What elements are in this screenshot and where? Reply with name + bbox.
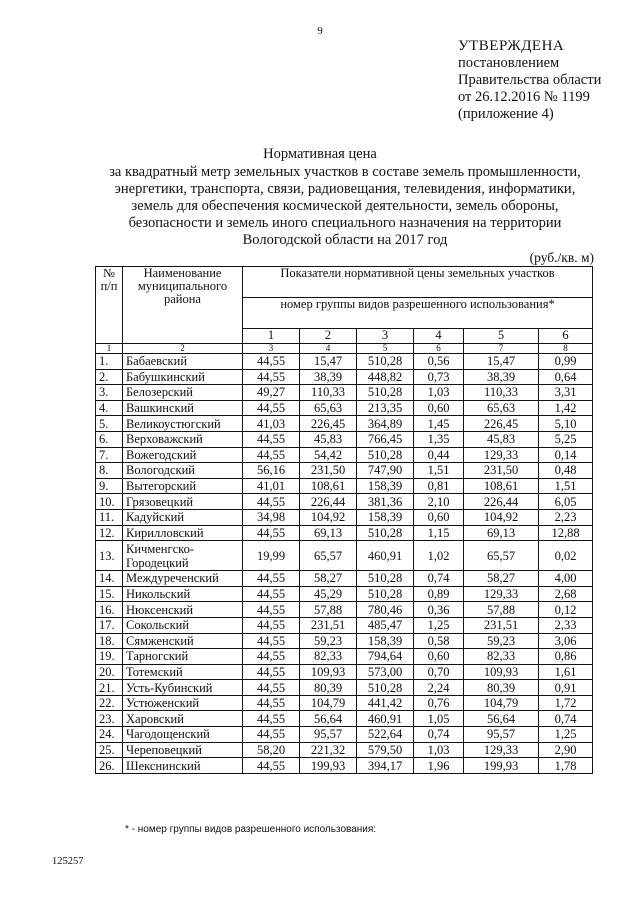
- price-value-group-5: 38,39: [464, 369, 539, 385]
- price-value-group-2: 58,27: [300, 571, 357, 587]
- district-name: Нюксенский: [123, 602, 243, 618]
- table-row: [96, 727, 593, 743]
- row-number: 10.: [96, 494, 123, 510]
- table-row: [96, 617, 593, 633]
- price-value-group-6: 1,51: [539, 478, 593, 494]
- price-value-group-3: 522,64: [357, 727, 414, 743]
- price-value-group-1: 41,03: [243, 416, 300, 432]
- row-number: 11.: [96, 509, 123, 525]
- price-value-group-6: 4,00: [539, 571, 593, 587]
- table-row: [96, 711, 593, 727]
- price-value-group-5: 65,63: [464, 400, 539, 416]
- header-group-1: 1: [243, 329, 300, 344]
- table-row: [96, 416, 593, 432]
- price-value-group-1: 44,55: [243, 525, 300, 541]
- table-row: [96, 369, 593, 385]
- row-number: 5.: [96, 416, 123, 432]
- row-number: 6.: [96, 431, 123, 447]
- price-value-group-2: 65,57: [300, 541, 357, 571]
- column-index: 6: [414, 344, 464, 354]
- price-value-group-4: 1,96: [414, 758, 464, 774]
- price-value-group-4: 0,44: [414, 447, 464, 463]
- price-value-group-3: 394,17: [357, 758, 414, 774]
- column-index: 1: [96, 344, 123, 354]
- table-row: [96, 463, 593, 479]
- price-value-group-4: 0,73: [414, 369, 464, 385]
- row-number: 21.: [96, 680, 123, 696]
- price-value-group-2: 82,33: [300, 649, 357, 665]
- price-value-group-3: 441,42: [357, 695, 414, 711]
- price-value-group-2: 221,32: [300, 742, 357, 758]
- column-index: 5: [357, 344, 414, 354]
- price-value-group-5: 226,44: [464, 494, 539, 510]
- price-value-group-1: 41,01: [243, 478, 300, 494]
- price-value-group-4: 1,03: [414, 742, 464, 758]
- row-number: 14.: [96, 571, 123, 587]
- approval-line-1: УТВЕРЖДЕНА: [458, 38, 565, 54]
- price-value-group-6: 0,99: [539, 354, 593, 370]
- row-number: 12.: [96, 525, 123, 541]
- price-value-group-6: 0,74: [539, 711, 593, 727]
- price-value-group-1: 44,55: [243, 649, 300, 665]
- district-name: Шекснинский: [123, 758, 243, 774]
- price-value-group-2: 95,57: [300, 727, 357, 743]
- price-value-group-4: 0,60: [414, 649, 464, 665]
- row-number: 15.: [96, 586, 123, 602]
- price-value-group-2: 45,83: [300, 431, 357, 447]
- price-value-group-1: 44,55: [243, 633, 300, 649]
- header-group-6: 6: [539, 329, 593, 344]
- price-value-group-4: 1,15: [414, 525, 464, 541]
- price-value-group-3: 381,36: [357, 494, 414, 510]
- table-row: [96, 385, 593, 401]
- document-title: Нормативная цена: [263, 146, 377, 162]
- district-name: Бабаевский: [123, 354, 243, 370]
- price-value-group-3: 510,28: [357, 680, 414, 696]
- price-value-group-2: 69,13: [300, 525, 357, 541]
- header-usage-group: номер группы видов разрешенного использования*: [243, 298, 593, 329]
- header-number: № п/п: [96, 267, 123, 344]
- district-name: Тотемский: [123, 664, 243, 680]
- price-value-group-2: 199,93: [300, 758, 357, 774]
- price-value-group-5: 59,23: [464, 633, 539, 649]
- price-value-group-4: 0,56: [414, 354, 464, 370]
- price-value-group-6: 12,88: [539, 525, 593, 541]
- price-value-group-6: 2,90: [539, 742, 593, 758]
- district-name: Кичменгско-Городецкий: [123, 541, 243, 571]
- price-value-group-2: 109,93: [300, 664, 357, 680]
- price-value-group-1: 19,99: [243, 541, 300, 571]
- price-value-group-5: 95,57: [464, 727, 539, 743]
- price-value-group-2: 45,29: [300, 586, 357, 602]
- price-value-group-2: 104,79: [300, 695, 357, 711]
- district-name: Харовский: [123, 711, 243, 727]
- price-value-group-5: 129,33: [464, 447, 539, 463]
- price-value-group-5: 104,79: [464, 695, 539, 711]
- price-value-group-2: 226,44: [300, 494, 357, 510]
- table-row: [96, 602, 593, 618]
- price-value-group-1: 34,98: [243, 509, 300, 525]
- price-value-group-3: 510,28: [357, 447, 414, 463]
- table-row: [96, 633, 593, 649]
- price-value-group-2: 80,39: [300, 680, 357, 696]
- price-value-group-5: 108,61: [464, 478, 539, 494]
- table-row: [96, 664, 593, 680]
- header-group-3: 3: [357, 329, 414, 344]
- price-value-group-1: 44,55: [243, 664, 300, 680]
- table-row: [96, 354, 593, 370]
- price-value-group-5: 231,51: [464, 617, 539, 633]
- price-value-group-2: 108,61: [300, 478, 357, 494]
- district-name: Устюженский: [123, 695, 243, 711]
- column-index: 3: [243, 344, 300, 354]
- price-value-group-4: 2,24: [414, 680, 464, 696]
- price-value-group-6: 5,25: [539, 431, 593, 447]
- price-value-group-5: 104,92: [464, 509, 539, 525]
- district-name: Череповецкий: [123, 742, 243, 758]
- document-subtitle: за квадратный метр земельных участков в составе земель промышленности, энергетики, транспорта, связи, радиовещания, телевидения, информатики, земель для обеспечения космической деятельности, земель обороны, безопасности и земель иного специального назначения на территории Вологодской области на 2017 год: [109, 164, 581, 248]
- table-row: [96, 541, 593, 571]
- row-number: 7.: [96, 447, 123, 463]
- table-row: [96, 478, 593, 494]
- price-value-group-2: 65,63: [300, 400, 357, 416]
- row-number: 24.: [96, 727, 123, 743]
- price-value-group-3: 579,50: [357, 742, 414, 758]
- price-value-group-2: 56,64: [300, 711, 357, 727]
- price-value-group-5: 82,33: [464, 649, 539, 665]
- price-value-group-3: 510,28: [357, 571, 414, 587]
- price-value-group-2: 110,33: [300, 385, 357, 401]
- price-value-group-2: 226,45: [300, 416, 357, 432]
- district-name: Усть-Кубинский: [123, 680, 243, 696]
- price-value-group-3: 158,39: [357, 478, 414, 494]
- approval-line-2: постановлением: [458, 55, 560, 71]
- price-value-group-1: 58,20: [243, 742, 300, 758]
- price-value-group-5: 69,13: [464, 525, 539, 541]
- price-value-group-4: 0,60: [414, 509, 464, 525]
- price-value-group-2: 57,88: [300, 602, 357, 618]
- table-row: [96, 742, 593, 758]
- price-value-group-2: 59,23: [300, 633, 357, 649]
- price-value-group-1: 44,55: [243, 354, 300, 370]
- row-number: 19.: [96, 649, 123, 665]
- price-value-group-6: 1,72: [539, 695, 593, 711]
- price-value-group-4: 1,35: [414, 431, 464, 447]
- row-number: 9.: [96, 478, 123, 494]
- price-value-group-3: 747,90: [357, 463, 414, 479]
- row-number: 22.: [96, 695, 123, 711]
- price-value-group-6: 1,78: [539, 758, 593, 774]
- district-name: Сокольский: [123, 617, 243, 633]
- row-number: 8.: [96, 463, 123, 479]
- price-value-group-4: 0,74: [414, 571, 464, 587]
- price-value-group-1: 44,55: [243, 571, 300, 587]
- price-value-group-5: 129,33: [464, 586, 539, 602]
- price-value-group-1: 44,55: [243, 758, 300, 774]
- price-value-group-6: 6,05: [539, 494, 593, 510]
- row-number: 16.: [96, 602, 123, 618]
- price-value-group-6: 0,48: [539, 463, 593, 479]
- price-value-group-5: 56,64: [464, 711, 539, 727]
- price-value-group-1: 56,16: [243, 463, 300, 479]
- column-index: 7: [464, 344, 539, 354]
- price-value-group-5: 45,83: [464, 431, 539, 447]
- row-number: 25.: [96, 742, 123, 758]
- price-value-group-2: 231,50: [300, 463, 357, 479]
- row-number: 26.: [96, 758, 123, 774]
- district-name: Великоустюгский: [123, 416, 243, 432]
- row-number: 18.: [96, 633, 123, 649]
- price-value-group-1: 44,55: [243, 680, 300, 696]
- price-value-group-1: 44,55: [243, 727, 300, 743]
- price-value-group-5: 199,93: [464, 758, 539, 774]
- price-value-group-2: 54,42: [300, 447, 357, 463]
- header-group-5: 5: [464, 329, 539, 344]
- district-name: Вологодский: [123, 463, 243, 479]
- price-value-group-5: 109,93: [464, 664, 539, 680]
- district-name: Сямженский: [123, 633, 243, 649]
- price-value-group-3: 510,28: [357, 385, 414, 401]
- district-name: Вытегорский: [123, 478, 243, 494]
- price-value-group-4: 0,74: [414, 727, 464, 743]
- price-value-group-4: 0,76: [414, 695, 464, 711]
- table-row: [96, 431, 593, 447]
- price-value-group-5: 57,88: [464, 602, 539, 618]
- price-value-group-3: 460,91: [357, 711, 414, 727]
- price-value-group-4: 2,10: [414, 494, 464, 510]
- price-value-group-4: 0,60: [414, 400, 464, 416]
- price-value-group-3: 794,64: [357, 649, 414, 665]
- district-name: Грязовецкий: [123, 494, 243, 510]
- price-value-group-6: 0,86: [539, 649, 593, 665]
- column-index: 8: [539, 344, 593, 354]
- price-value-group-1: 44,55: [243, 695, 300, 711]
- price-value-group-3: 510,28: [357, 586, 414, 602]
- price-value-group-1: 44,55: [243, 617, 300, 633]
- table-row: [96, 695, 593, 711]
- approval-line-4: от 26.12.2016 № 1199: [458, 89, 590, 105]
- district-name: Кирилловский: [123, 525, 243, 541]
- price-value-group-4: 1,25: [414, 617, 464, 633]
- price-value-group-6: 0,91: [539, 680, 593, 696]
- price-value-group-3: 158,39: [357, 509, 414, 525]
- price-value-group-5: 110,33: [464, 385, 539, 401]
- price-value-group-4: 1,02: [414, 541, 464, 571]
- price-value-group-6: 2,33: [539, 617, 593, 633]
- price-value-group-1: 44,55: [243, 494, 300, 510]
- price-value-group-2: 104,92: [300, 509, 357, 525]
- row-number: 23.: [96, 711, 123, 727]
- approval-line-3: Правительства области: [458, 72, 602, 88]
- header-group-4: 4: [414, 329, 464, 344]
- price-value-group-1: 44,55: [243, 431, 300, 447]
- price-value-group-6: 1,61: [539, 664, 593, 680]
- table-row: [96, 494, 593, 510]
- price-value-group-3: 510,28: [357, 525, 414, 541]
- district-name: Междуреченский: [123, 571, 243, 587]
- price-value-group-6: 5,10: [539, 416, 593, 432]
- table-row: [96, 571, 593, 587]
- district-name: Вожегодский: [123, 447, 243, 463]
- price-value-group-5: 80,39: [464, 680, 539, 696]
- column-index: 2: [123, 344, 243, 354]
- unit-label: (руб./кв. м): [529, 250, 594, 265]
- price-value-group-4: 1,05: [414, 711, 464, 727]
- price-value-group-3: 485,47: [357, 617, 414, 633]
- price-value-group-3: 460,91: [357, 541, 414, 571]
- row-number: 2.: [96, 369, 123, 385]
- table-row: [96, 680, 593, 696]
- price-value-group-5: 129,33: [464, 742, 539, 758]
- price-value-group-4: 1,45: [414, 416, 464, 432]
- price-value-group-6: 0,14: [539, 447, 593, 463]
- table-row: [96, 447, 593, 463]
- district-name: Чагодощенский: [123, 727, 243, 743]
- header-group-2: 2: [300, 329, 357, 344]
- price-value-group-5: 58,27: [464, 571, 539, 587]
- price-value-group-3: 364,89: [357, 416, 414, 432]
- row-number: 20.: [96, 664, 123, 680]
- row-number: 1.: [96, 354, 123, 370]
- price-value-group-1: 44,55: [243, 586, 300, 602]
- table-row: [96, 400, 593, 416]
- column-index: 4: [300, 344, 357, 354]
- price-value-group-2: 38,39: [300, 369, 357, 385]
- price-value-group-3: 510,28: [357, 354, 414, 370]
- price-value-group-4: 0,89: [414, 586, 464, 602]
- row-number: 4.: [96, 400, 123, 416]
- price-value-group-1: 44,55: [243, 447, 300, 463]
- header-price-indicators: Показатели нормативной цены земельных участков: [243, 267, 593, 298]
- district-name: Никольский: [123, 586, 243, 602]
- price-value-group-5: 65,57: [464, 541, 539, 571]
- table-row: [96, 649, 593, 665]
- price-value-group-5: 15,47: [464, 354, 539, 370]
- price-value-group-1: 44,55: [243, 711, 300, 727]
- price-value-group-3: 766,45: [357, 431, 414, 447]
- price-value-group-3: 448,82: [357, 369, 414, 385]
- row-number: 17.: [96, 617, 123, 633]
- price-value-group-6: 1,42: [539, 400, 593, 416]
- header-district-name: Наименование муниципального района: [123, 267, 243, 344]
- price-value-group-1: 44,55: [243, 369, 300, 385]
- row-number: 13.: [96, 541, 123, 571]
- price-value-group-4: 1,03: [414, 385, 464, 401]
- price-value-group-4: 0,81: [414, 478, 464, 494]
- price-value-group-6: 0,12: [539, 602, 593, 618]
- price-value-group-5: 226,45: [464, 416, 539, 432]
- price-value-group-6: 0,64: [539, 369, 593, 385]
- table-row: [96, 586, 593, 602]
- price-value-group-6: 3,31: [539, 385, 593, 401]
- price-value-group-4: 0,70: [414, 664, 464, 680]
- price-value-group-2: 231,51: [300, 617, 357, 633]
- district-name: Белозерский: [123, 385, 243, 401]
- price-value-group-2: 15,47: [300, 354, 357, 370]
- table-row: [96, 758, 593, 774]
- price-value-group-4: 0,58: [414, 633, 464, 649]
- price-value-group-6: 2,23: [539, 509, 593, 525]
- price-value-group-1: 49,27: [243, 385, 300, 401]
- table-row: [96, 525, 593, 541]
- price-value-group-4: 1,51: [414, 463, 464, 479]
- approval-line-5: (приложение 4): [458, 106, 554, 122]
- district-name: Кадуйский: [123, 509, 243, 525]
- district-name: Бабушкинский: [123, 369, 243, 385]
- page-number: 9: [317, 25, 323, 37]
- price-value-group-6: 2,68: [539, 586, 593, 602]
- price-value-group-3: 780,46: [357, 602, 414, 618]
- price-value-group-6: 1,25: [539, 727, 593, 743]
- row-number: 3.: [96, 385, 123, 401]
- price-value-group-4: 0,36: [414, 602, 464, 618]
- district-name: Верховажский: [123, 431, 243, 447]
- price-table: [95, 266, 593, 774]
- price-value-group-6: 0,02: [539, 541, 593, 571]
- price-value-group-6: 3,06: [539, 633, 593, 649]
- district-name: Вашкинский: [123, 400, 243, 416]
- price-value-group-5: 231,50: [464, 463, 539, 479]
- footnote: * - номер группы видов разрешенного использования:: [125, 824, 377, 835]
- district-name: Тарногский: [123, 649, 243, 665]
- document-number: 125257: [52, 856, 84, 867]
- price-value-group-1: 44,55: [243, 400, 300, 416]
- table-row: [96, 509, 593, 525]
- approval-block: [458, 38, 601, 123]
- price-value-group-3: 213,35: [357, 400, 414, 416]
- price-value-group-3: 573,00: [357, 664, 414, 680]
- price-value-group-1: 44,55: [243, 602, 300, 618]
- price-value-group-3: 158,39: [357, 633, 414, 649]
